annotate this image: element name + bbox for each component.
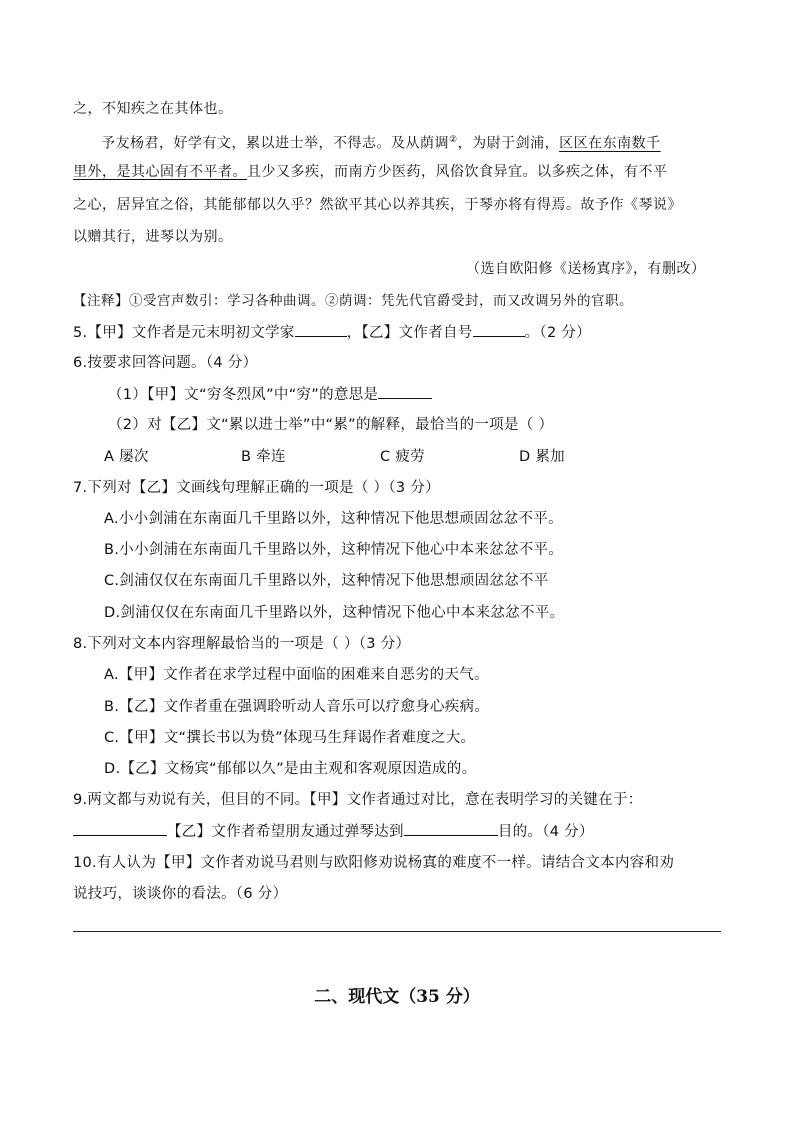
question-7: 7.下列对【乙】文画线句理解正确的一项是（ ）（3 分） [73, 480, 440, 496]
question-10-cont: 说技巧，谈谈你的看法。（6 分） [73, 886, 288, 902]
passage-line-1: 予友杨君，好学有文，累以进士举，不得志。及从荫调②，为尉于剑浦，区区在东南数千 [101, 135, 661, 152]
passage-notes: 【注释】①受宫声数引：学习各种曲调。②荫调：凭先代官爵受封，而又改调另外的官职。 [73, 293, 633, 309]
answer-blank-6-1[interactable] [378, 384, 432, 399]
question-9: 9.两文都与劝说有关，但目的不同。【甲】文作者通过对比，意在表明学习的关键在于： [73, 792, 643, 808]
option-8-b[interactable]: B.【乙】文作者重在强调聆听动人音乐可以疗愈身心疾病。 [104, 699, 490, 715]
option-6-d[interactable]: D 累加 [519, 449, 565, 465]
option-7-c[interactable]: C.剑浦仅仅在东南面几千里路以外，这种情况下他思想顽固忿忿不平 [104, 573, 549, 589]
option-6-c[interactable]: C 疲劳 [380, 449, 425, 465]
answer-blank-9a[interactable] [73, 821, 167, 836]
passage-line-0: 之，不知疾之在其体也。 [73, 101, 233, 117]
question-10: 10.有人认为【甲】文作者劝说马君则与欧阳修劝说杨寘的难度不一样。请结合文本内容和劝 [73, 855, 675, 871]
answer-blank-9b[interactable] [404, 821, 498, 836]
option-8-a[interactable]: A.【甲】文作者在求学过程中面临的困难来自恶劣的天气。 [104, 667, 489, 683]
underlined-sentence-part1: 区区在东南数千 [559, 135, 661, 152]
question-6-1: （1）【甲】文“穷冬烈风”中“穷”的意思是 [108, 384, 432, 405]
underlined-sentence-part2: 里外，是其心固有不平者。 [73, 164, 247, 180]
passage-line-2: 里外，是其心固有不平者。且少又多疾，而南方少医药，风俗饮食异宜。以多疾之体，有不平 [73, 164, 668, 180]
question-9-cont: 【乙】文作者希望朋友通过弹琴达到 目的。（4 分） [73, 821, 594, 842]
passage-line-4: 以赠其行，进琴以为别。 [73, 229, 233, 245]
option-8-d[interactable]: D.【乙】文杨宾“郁郁以久”是由主观和客观原因造成的。 [104, 761, 477, 777]
option-7-a[interactable]: A.小小剑浦在东南面几千里路以外，这种情况下他思想顽固忿忿不平。 [104, 511, 563, 527]
passage-line-3: 之心，居异宜之俗，其能郁郁以久乎？然欲平其心以养其疾，于琴亦将有得焉。故予作《琴说》 [73, 197, 682, 213]
option-6-b[interactable]: B 牵连 [241, 449, 286, 465]
answer-blank-5b[interactable] [473, 322, 525, 337]
question-5: 5.【甲】文作者是元末明初文学家 ，【乙】文作者自号 。（2 分） [73, 322, 591, 343]
question-8: 8.下列对文本内容理解最恰当的一项是（ ）（3 分） [73, 636, 411, 652]
answer-line[interactable] [73, 931, 721, 932]
option-8-c[interactable]: C.【甲】文“撰长书以为贽”体现马生拜谒作者难度之大。 [104, 730, 476, 746]
question-6: 6.按要求回答问题。（4 分） [73, 355, 258, 371]
passage-source: （选自欧阳修《送杨寘序》，有删改） [466, 261, 706, 277]
option-6-a[interactable]: A 屡次 [104, 449, 149, 465]
option-7-d[interactable]: D.剑浦仅仅在东南面几千里路以外，这种情况下他心中本来忿忿不平。 [104, 605, 565, 621]
section-heading: 二、现代文（35 分） [314, 987, 480, 1007]
option-7-b[interactable]: B.小小剑浦在东南面几千里路以外，这种情况下他心中本来忿忿不平。 [104, 542, 564, 558]
question-6-2: （2）对【乙】文“累以进士举”中“累”的解释，最恰当的一项是（ ） [108, 417, 554, 433]
answer-blank-5a[interactable] [295, 322, 347, 337]
